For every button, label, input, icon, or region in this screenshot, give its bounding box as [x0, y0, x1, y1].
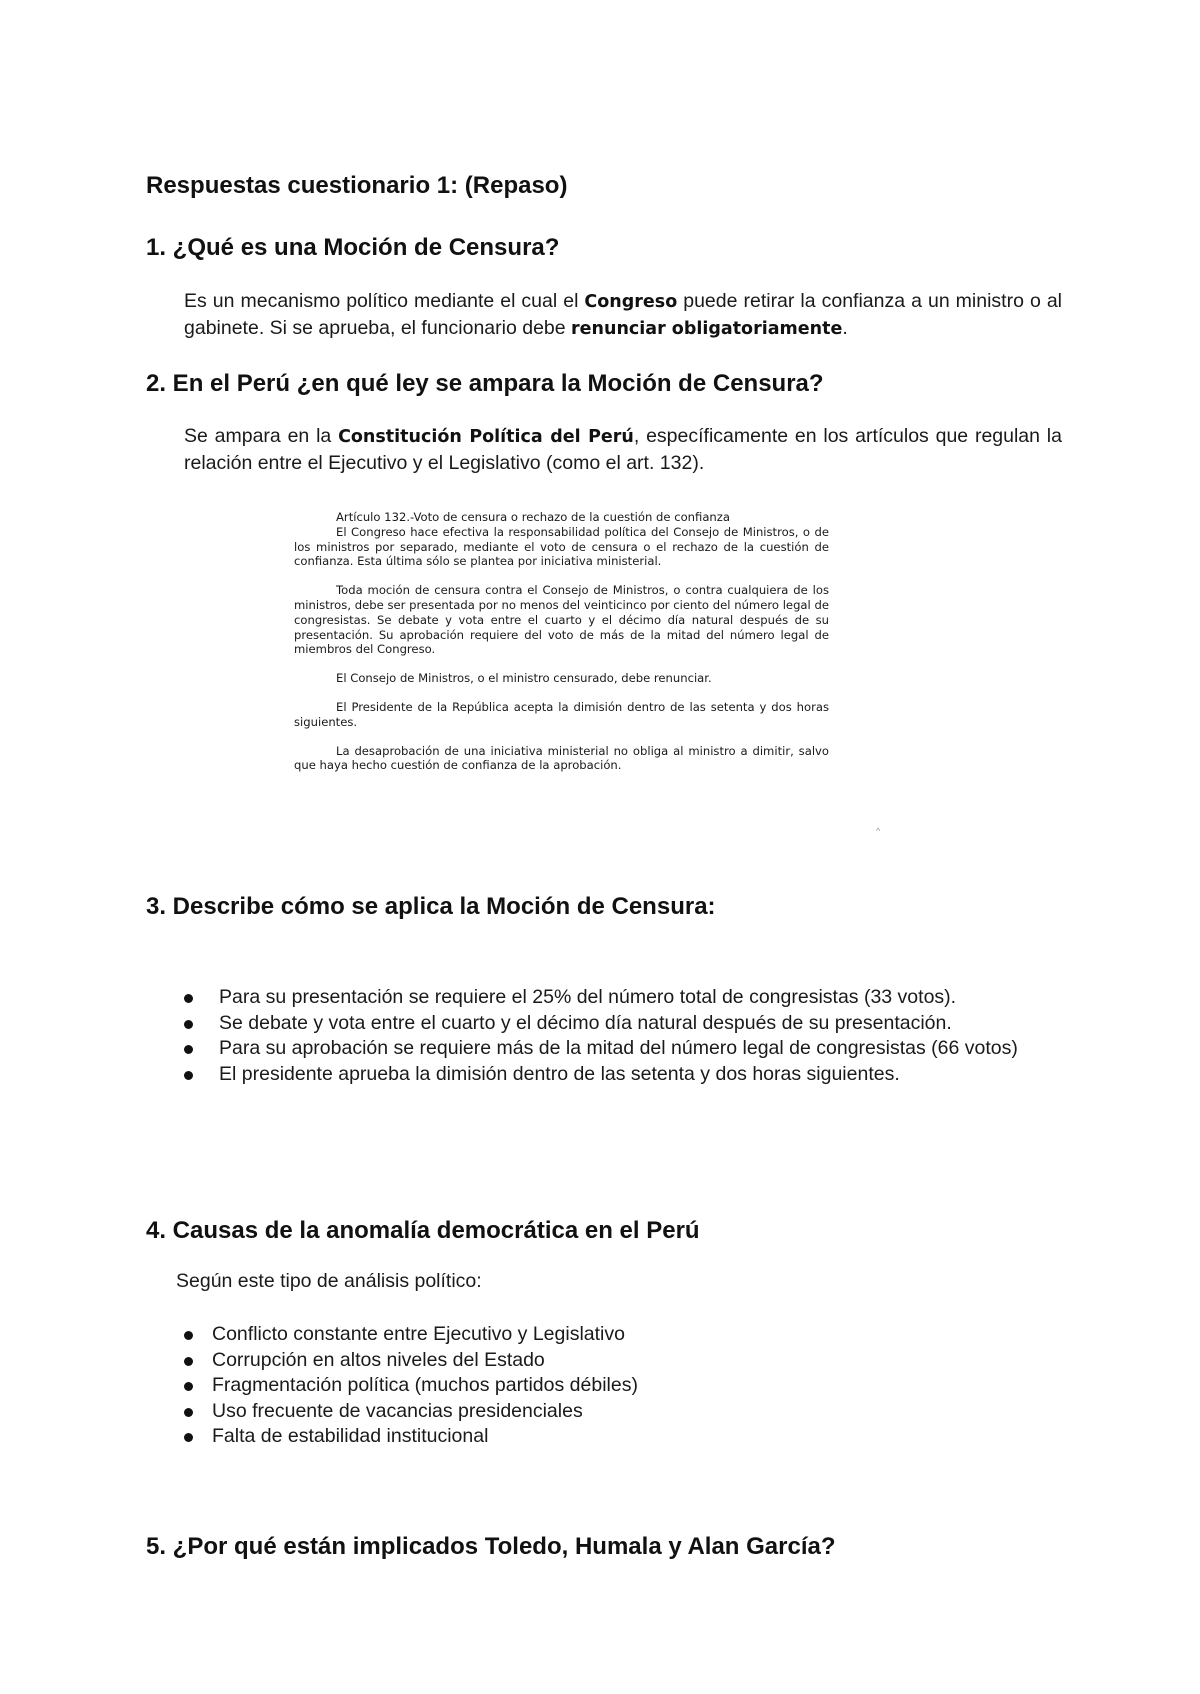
- article-paragraph-2: El Congreso hace efectiva la responsabilidad política del Consejo de Ministros, o de los ministros por separado, mediante el voto de censura o el rechazo de la cuestión de confianza. Esta última sólo se plantea por iniciativa ministerial.: [294, 524, 829, 569]
- list-item: [184, 1011, 1062, 1037]
- list-item: [184, 1399, 784, 1425]
- article-paragraph-5: El Presidente de la República acepta la dimisión dentro de las setenta y dos horas siguientes.: [294, 699, 829, 729]
- bullet-icon: [184, 1357, 193, 1366]
- answer-1-bold-congreso: Congreso: [584, 292, 678, 312]
- list-item: [184, 1424, 784, 1450]
- list-item-text: Para su aprobación se requiere más de la mitad del número legal de congresistas (66 votos): [219, 1037, 1018, 1059]
- bullet-icon: [184, 1433, 193, 1442]
- article-paragraph-6: La desaprobación de una iniciativa ministerial no obliga al ministro a dimitir, salvo que haya hecho cuestión de confianza de la aprobación.: [294, 743, 829, 773]
- answer-2-paragraph: [184, 423, 1062, 476]
- question-3-heading: 3. Describe cómo se aplica la Moción de Censura:: [146, 893, 716, 920]
- bullet-icon: [184, 1020, 193, 1029]
- article-paragraph-1: Artículo 132.-Voto de censura o rechazo de la cuestión de confianza: [336, 510, 730, 524]
- bullet-icon: [184, 1045, 193, 1054]
- list-item-text: Conflicto constante entre Ejecutivo y Legislativo: [212, 1323, 625, 1345]
- bullet-icon: [184, 1408, 193, 1417]
- list-item: [184, 1373, 784, 1399]
- list-item-text: Uso frecuente de vacancias presidenciales: [212, 1399, 583, 1422]
- article-paragraph-3: Toda moción de censura contra el Consejo de Ministros, o contra cualquiera de los ministros, debe ser presentada por no menos del veinticinco por ciento del número legal de congresistas. Se debate y vota entre el cuarto y el décimo día natural después de su presentación. Su aprobación requiere del voto de más de la mitad del número legal de miembros del Congreso.: [294, 583, 829, 657]
- answer-1-text-a: Es un mecanismo político mediante el cual el: [184, 290, 585, 312]
- question-3-list: [184, 985, 1062, 1087]
- question-4-list: [184, 1322, 784, 1450]
- list-item-text: Corrupción en altos niveles del Estado: [212, 1348, 545, 1371]
- answer-2-text-a: Se ampara en la: [184, 425, 339, 447]
- question-4-intro: Según este tipo de análisis político:: [176, 1270, 482, 1292]
- question-4-heading: 4. Causas de la anomalía democrática en el Perú: [146, 1217, 700, 1244]
- image-corner-mark: ^: [876, 826, 881, 836]
- list-item-text: Falta de estabilidad institucional: [212, 1425, 489, 1447]
- bullet-icon: [184, 1071, 193, 1080]
- answer-1-text-b: puede retirar la confianza a un ministro o al gabinete. Si se aprueba, el funcionario debe: [184, 290, 1062, 339]
- list-item: [184, 1348, 784, 1374]
- bullet-icon: [184, 1382, 193, 1391]
- list-item-text: Fragmentación política (muchos partidos débiles): [212, 1374, 638, 1396]
- question-1-heading: 1. ¿Qué es una Moción de Censura?: [146, 234, 560, 261]
- article-132-excerpt: [294, 510, 829, 830]
- document-title: Respuestas cuestionario 1: (Repaso): [146, 172, 568, 199]
- list-item-text: El presidente aprueba la dimisión dentro de las setenta y dos horas siguientes.: [219, 1062, 900, 1085]
- list-item: [184, 985, 1062, 1011]
- answer-1-text-c: .: [842, 317, 848, 339]
- list-item: [184, 1322, 784, 1348]
- question-2-heading: 2. En el Perú ¿en qué ley se ampara la Moción de Censura?: [146, 370, 824, 397]
- answer-2-bold-constitucion: Constitución Política del Perú: [338, 427, 634, 447]
- answer-1-paragraph: [184, 288, 1062, 342]
- article-paragraph-4: El Consejo de Ministros, o el ministro censurado, debe renunciar.: [336, 671, 712, 686]
- bullet-icon: [184, 994, 193, 1003]
- list-item: [184, 1062, 1062, 1088]
- answer-2-text-b: , específicamente en los artículos que regulan la relación entre el Ejecutivo y el Legislativo (como el art. 132).: [184, 425, 1062, 474]
- bullet-icon: [184, 1331, 193, 1340]
- list-item-text: Para su presentación se requiere el 25% del número total de congresistas (33 votos).: [219, 986, 957, 1008]
- question-5-heading: 5. ¿Por qué están implicados Toledo, Humala y Alan García?: [146, 1533, 836, 1560]
- list-item-text: Se debate y vota entre el cuarto y el décimo día natural después de su presentación.: [219, 1011, 952, 1034]
- list-item: [184, 1036, 1062, 1062]
- answer-1-bold-renunciar: renunciar obligatoriamente: [571, 319, 843, 339]
